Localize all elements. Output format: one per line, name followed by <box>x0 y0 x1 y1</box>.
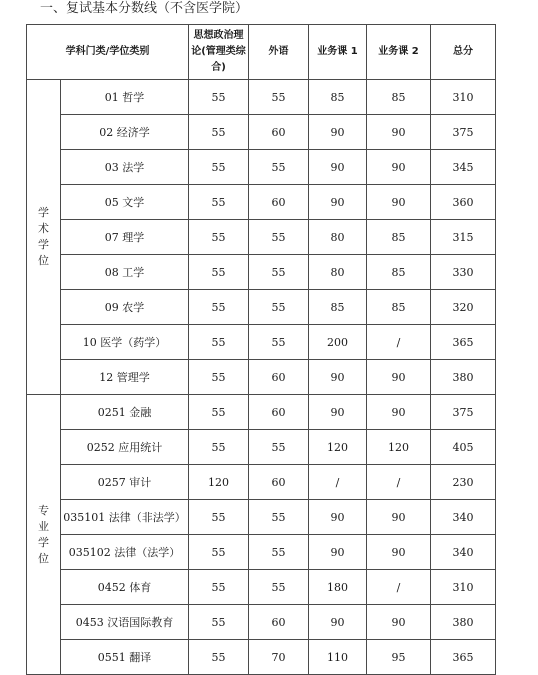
course1-score-cell: 90 <box>309 360 367 395</box>
table-row <box>27 220 496 255</box>
total-score-cell: 365 <box>431 325 496 360</box>
total-score-cell: 230 <box>431 465 496 500</box>
course1-score-cell: 90 <box>309 150 367 185</box>
total-score-cell: 315 <box>431 220 496 255</box>
politics-score-cell: 55 <box>189 640 249 675</box>
foreign-score-cell: 60 <box>249 115 309 150</box>
course2-score-cell: 85 <box>367 220 431 255</box>
course2-score-cell: / <box>367 570 431 605</box>
course2-score-cell: / <box>367 325 431 360</box>
politics-score-cell: 55 <box>189 395 249 430</box>
course1-score-cell: 110 <box>309 640 367 675</box>
politics-score-cell: 55 <box>189 150 249 185</box>
course1-score-cell: 90 <box>309 500 367 535</box>
politics-score-cell: 55 <box>189 185 249 220</box>
course1-score-cell: 90 <box>309 535 367 570</box>
header-course2: 业务课 2 <box>367 25 431 80</box>
course1-score-cell: 80 <box>309 220 367 255</box>
foreign-score-cell: 60 <box>249 360 309 395</box>
course1-score-cell: 200 <box>309 325 367 360</box>
header-category: 学科门类/学位类别 <box>27 25 189 80</box>
foreign-score-cell: 60 <box>249 395 309 430</box>
foreign-score-cell: 55 <box>249 430 309 465</box>
total-score-cell: 330 <box>431 255 496 290</box>
politics-score-cell: 55 <box>189 430 249 465</box>
total-score-cell: 360 <box>431 185 496 220</box>
table-row <box>27 605 496 640</box>
foreign-score-cell: 55 <box>249 500 309 535</box>
table-row <box>27 115 496 150</box>
course1-score-cell: 90 <box>309 605 367 640</box>
politics-score-cell: 55 <box>189 325 249 360</box>
subject-cell: 035102 法律（法学） <box>61 535 189 570</box>
total-score-cell: 375 <box>431 395 496 430</box>
subject-cell: 07 理学 <box>61 220 189 255</box>
politics-score-cell: 55 <box>189 500 249 535</box>
table-row <box>27 290 496 325</box>
course2-score-cell: / <box>367 465 431 500</box>
subject-cell: 01 哲学 <box>61 80 189 115</box>
total-score-cell: 380 <box>431 360 496 395</box>
table-row <box>27 255 496 290</box>
course2-score-cell: 90 <box>367 360 431 395</box>
table-row <box>27 325 496 360</box>
course2-score-cell: 120 <box>367 430 431 465</box>
foreign-score-cell: 55 <box>249 535 309 570</box>
header-row <box>27 25 496 80</box>
politics-score-cell: 55 <box>189 360 249 395</box>
course2-score-cell: 90 <box>367 535 431 570</box>
degree-group-label: 学 术 学 位 <box>27 80 61 395</box>
table-row <box>27 185 496 220</box>
course1-score-cell: 90 <box>309 115 367 150</box>
course2-score-cell: 95 <box>367 640 431 675</box>
foreign-score-cell: 55 <box>249 325 309 360</box>
total-score-cell: 310 <box>431 80 496 115</box>
politics-score-cell: 120 <box>189 465 249 500</box>
subject-cell: 05 文学 <box>61 185 189 220</box>
course2-score-cell: 85 <box>367 290 431 325</box>
subject-cell: 03 法学 <box>61 150 189 185</box>
foreign-score-cell: 55 <box>249 150 309 185</box>
table-row <box>27 535 496 570</box>
course1-score-cell: 85 <box>309 290 367 325</box>
course2-score-cell: 90 <box>367 395 431 430</box>
total-score-cell: 345 <box>431 150 496 185</box>
course1-score-cell: 90 <box>309 395 367 430</box>
politics-score-cell: 55 <box>189 290 249 325</box>
header-politics: 思想政治理论(管理类综合) <box>189 25 249 80</box>
foreign-score-cell: 55 <box>249 570 309 605</box>
subject-cell: 08 工学 <box>61 255 189 290</box>
course1-score-cell: 90 <box>309 185 367 220</box>
politics-score-cell: 55 <box>189 535 249 570</box>
degree-group-label: 专 业 学 位 <box>27 395 61 675</box>
politics-score-cell: 55 <box>189 605 249 640</box>
total-score-cell: 310 <box>431 570 496 605</box>
total-score-cell: 340 <box>431 535 496 570</box>
subject-cell: 0551 翻译 <box>61 640 189 675</box>
subject-cell: 0452 体育 <box>61 570 189 605</box>
table-row <box>27 570 496 605</box>
total-score-cell: 365 <box>431 640 496 675</box>
table-row <box>27 80 496 115</box>
foreign-score-cell: 60 <box>249 465 309 500</box>
table-row <box>27 150 496 185</box>
foreign-score-cell: 60 <box>249 605 309 640</box>
table-row <box>27 395 496 430</box>
total-score-cell: 320 <box>431 290 496 325</box>
score-table <box>26 24 496 675</box>
total-score-cell: 405 <box>431 430 496 465</box>
section-title: 一、复试基本分数线（不含医学院） <box>40 1 249 16</box>
politics-score-cell: 55 <box>189 220 249 255</box>
subject-cell: 0251 金融 <box>61 395 189 430</box>
total-score-cell: 380 <box>431 605 496 640</box>
table-row <box>27 465 496 500</box>
total-score-cell: 375 <box>431 115 496 150</box>
course1-score-cell: / <box>309 465 367 500</box>
table-row <box>27 430 496 465</box>
subject-cell: 02 经济学 <box>61 115 189 150</box>
foreign-score-cell: 55 <box>249 290 309 325</box>
course1-score-cell: 120 <box>309 430 367 465</box>
course2-score-cell: 90 <box>367 500 431 535</box>
politics-score-cell: 55 <box>189 115 249 150</box>
course2-score-cell: 90 <box>367 115 431 150</box>
course2-score-cell: 90 <box>367 150 431 185</box>
foreign-score-cell: 55 <box>249 255 309 290</box>
course2-score-cell: 90 <box>367 605 431 640</box>
foreign-score-cell: 70 <box>249 640 309 675</box>
header-course1: 业务课 1 <box>309 25 367 80</box>
foreign-score-cell: 60 <box>249 185 309 220</box>
header-total: 总分 <box>431 25 496 80</box>
course1-score-cell: 180 <box>309 570 367 605</box>
course2-score-cell: 85 <box>367 255 431 290</box>
course2-score-cell: 85 <box>367 80 431 115</box>
politics-score-cell: 55 <box>189 255 249 290</box>
politics-score-cell: 55 <box>189 80 249 115</box>
table-row <box>27 640 496 675</box>
course1-score-cell: 85 <box>309 80 367 115</box>
foreign-score-cell: 55 <box>249 80 309 115</box>
course2-score-cell: 90 <box>367 185 431 220</box>
politics-score-cell: 55 <box>189 570 249 605</box>
table-row <box>27 500 496 535</box>
header-foreign-language: 外语 <box>249 25 309 80</box>
course1-score-cell: 80 <box>309 255 367 290</box>
subject-cell: 0257 审计 <box>61 465 189 500</box>
subject-cell: 09 农学 <box>61 290 189 325</box>
subject-cell: 10 医学（药学） <box>61 325 189 360</box>
total-score-cell: 340 <box>431 500 496 535</box>
subject-cell: 12 管理学 <box>61 360 189 395</box>
subject-cell: 035101 法律（非法学） <box>61 500 189 535</box>
subject-cell: 0453 汉语国际教育 <box>61 605 189 640</box>
table-row <box>27 360 496 395</box>
subject-cell: 0252 应用统计 <box>61 430 189 465</box>
foreign-score-cell: 55 <box>249 220 309 255</box>
table-body <box>27 80 496 675</box>
